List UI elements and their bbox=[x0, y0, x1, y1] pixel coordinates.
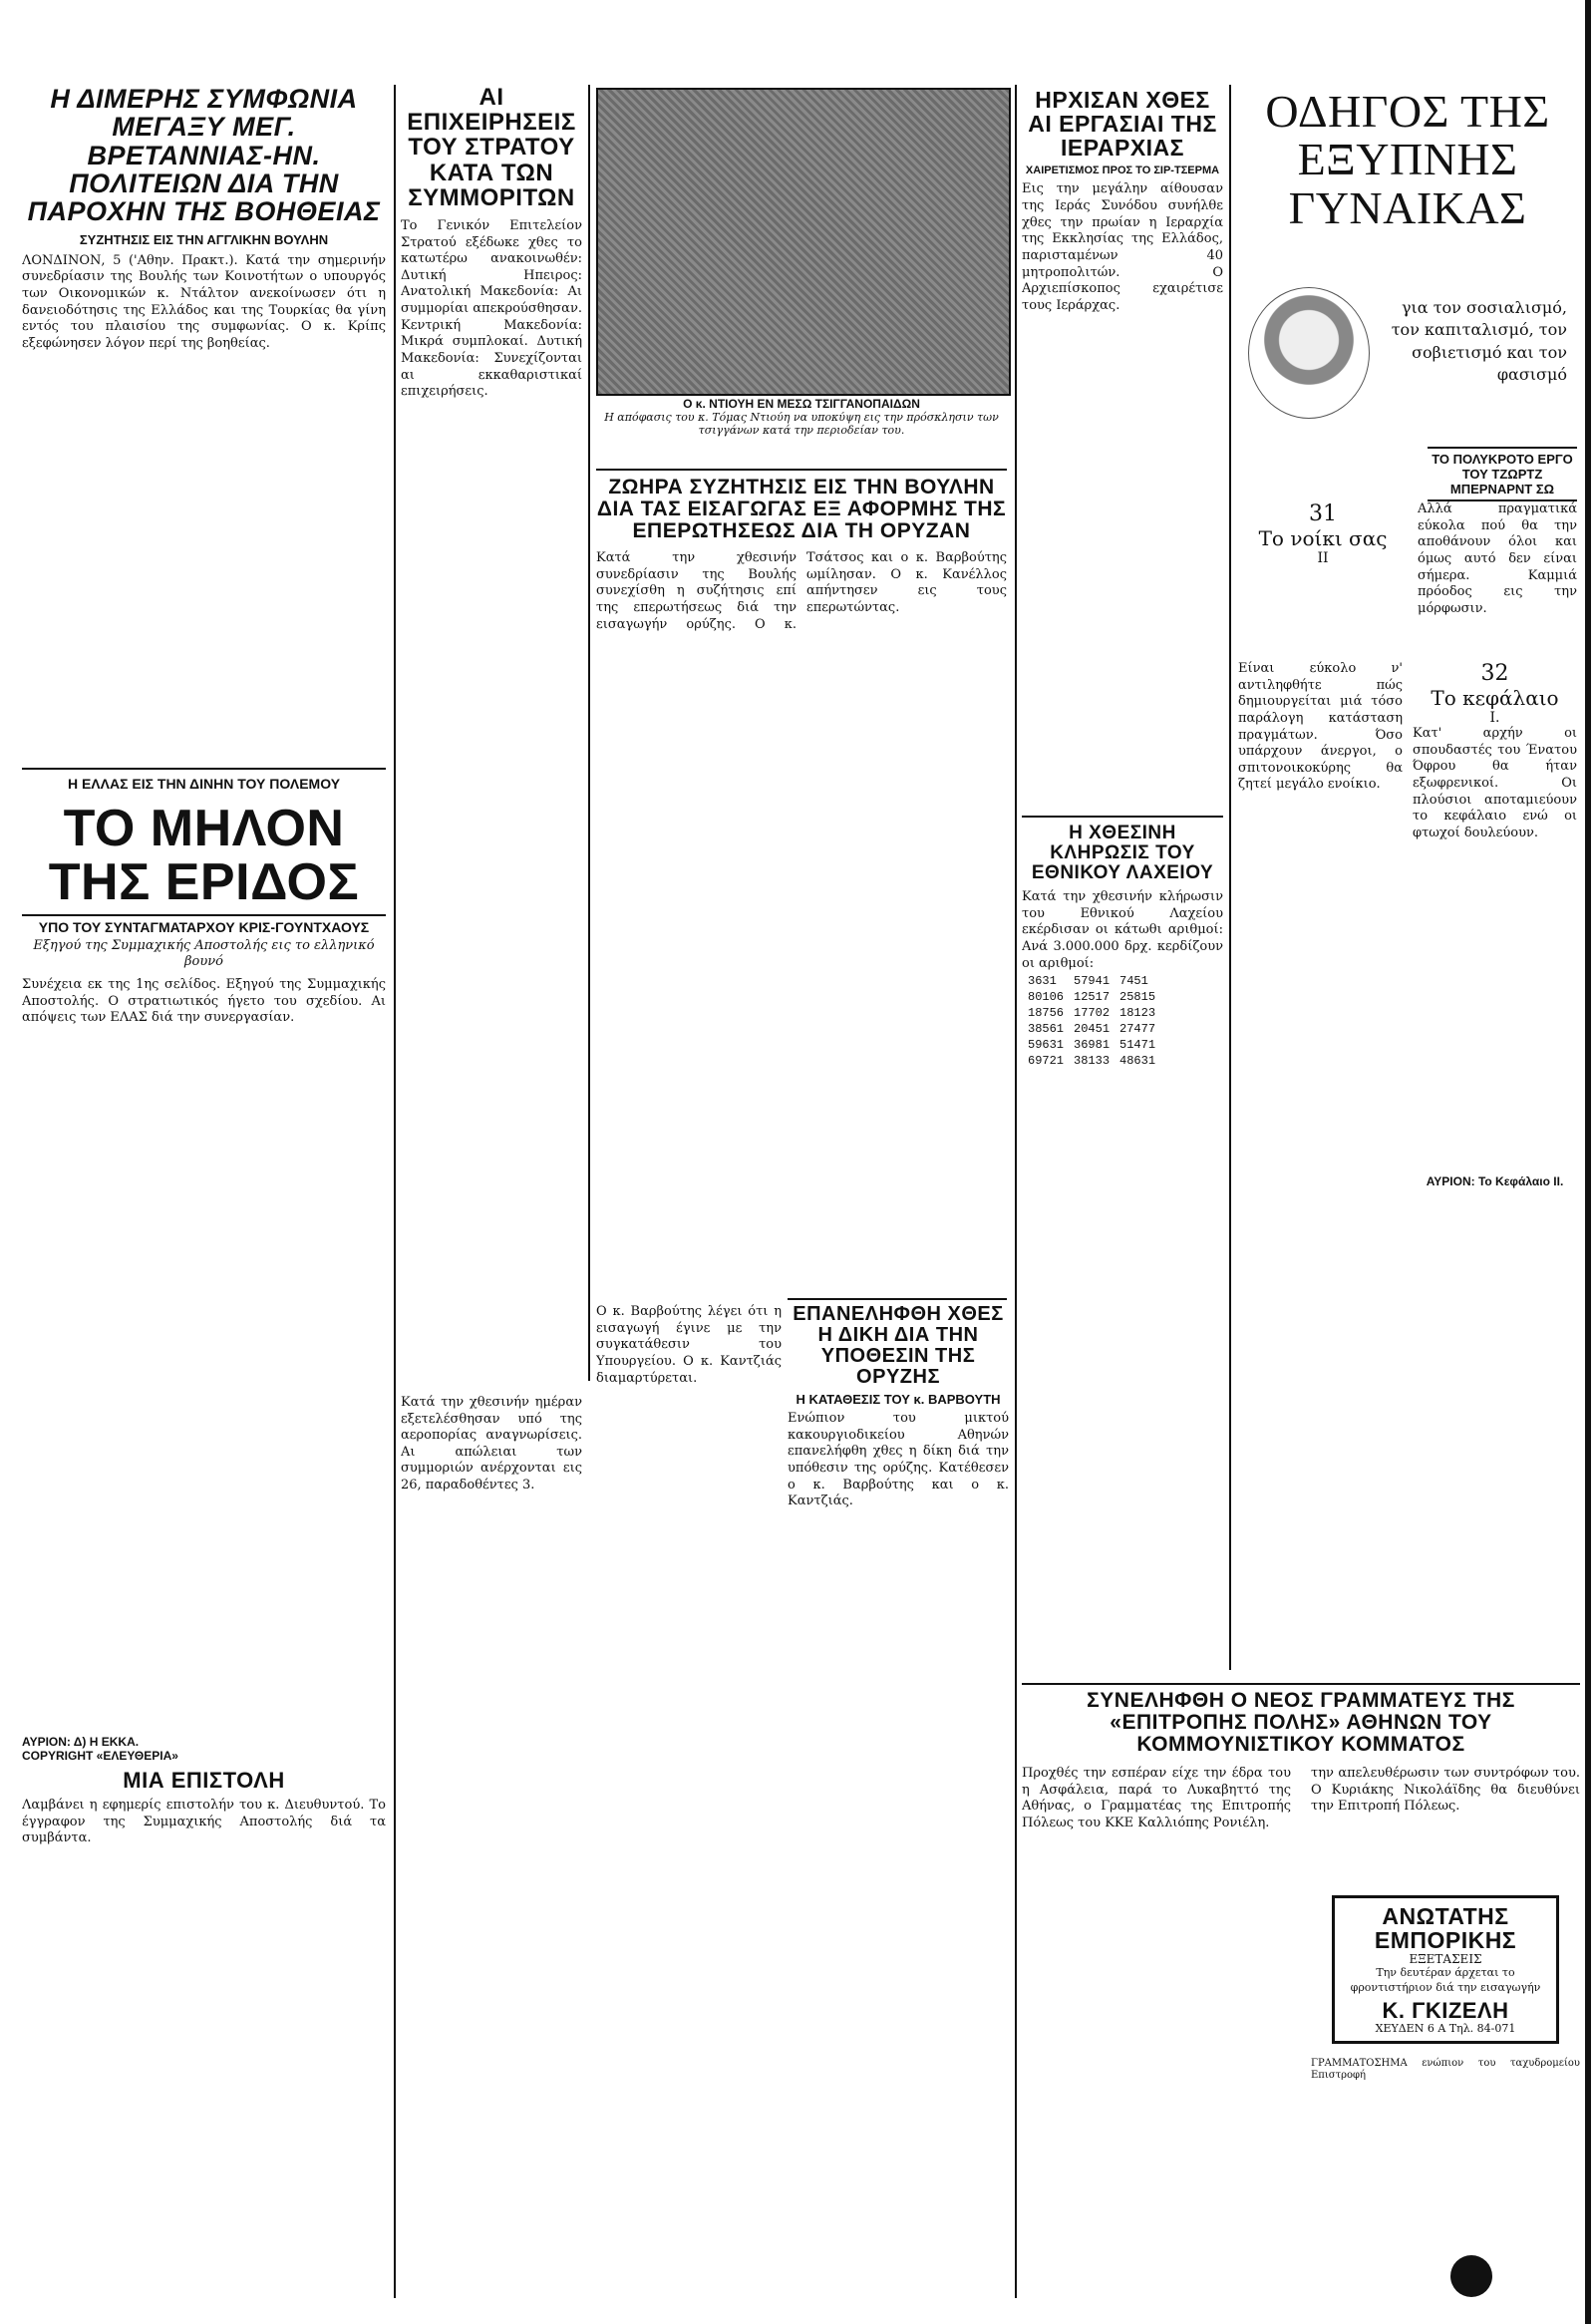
lottery-numbers bbox=[1022, 972, 1161, 1070]
arrest-body: Προχθές την εσπέραν είχε την έδρα του η Ασφάλεια, παρά το Λυκαβηττό της Αθήνας, ο Γραμματέας της Επιτροπής Πόλεως του ΚΚΕ Καλλιόπης Ρονιέλη. bbox=[1022, 1766, 1291, 1831]
chapter-roman: II bbox=[1317, 550, 1329, 566]
chapter-title: Το νοίκι σας bbox=[1258, 526, 1388, 550]
lottery-number: 25815 bbox=[1119, 990, 1156, 1005]
lottery-number: 18123 bbox=[1119, 1006, 1156, 1021]
headline-operations: ΑΙ ΕΠΙΧΕΙΡΗΣΕΙΣ ΤΟΥ ΣΤΡΑΤΟΥ ΚΑΤΑ ΤΩΝ ΣΥΜΜΟΡΙΤΩΝ bbox=[407, 85, 576, 211]
article-column-1 bbox=[22, 85, 386, 2293]
parliament-body: Κατά την χθεσινήν συνεδρίασιν της Βουλής συνεχίσθη η συζήτησις επί της επερωτήσεως διά την εισαγωγήν ορύζης. Ο κ. Τσάτσος και ο κ. Βαρβούτης ωμίλησαν. Ο κ. Κανέλλος απήντησεν εις τους επερωτώντας. bbox=[596, 550, 1007, 632]
arrest-article bbox=[1022, 1690, 1580, 2288]
lottery-number: 20451 bbox=[1074, 1022, 1111, 1037]
subheadline-testimony: Η ΚΑΤΑΘΕΣΙΣ ΤΟΥ κ. ΒΑΡΒΟΥΤΗ bbox=[796, 1392, 1001, 1407]
chapter-body: Είναι εύκολο ν' αντιληφθήτε πώς δημιουργείται μιά τόσο παράλογη κατάσταση πραγμάτων. Όσο υπάρχουν άνεργοι, ο σπιτονοικοκύρης θα ζητεί μεγάλο ενοίκιο. bbox=[1238, 661, 1403, 793]
column-rule bbox=[1229, 85, 1231, 1670]
divider bbox=[1022, 1683, 1580, 1685]
hierarchy-body: Εις την μεγάλην αίθουσαν της Ιεράς Συνόδου συνήλθε χθες την πρωίαν η Ιεραρχία της Εκκλησίας της Ελλάδος, παρισταμένων 40 μητροπολιτών. Ο Αρχιεπίσκοπος εχαιρέτισε τους Ιεράρχας. bbox=[1022, 181, 1223, 313]
divider bbox=[596, 469, 1007, 471]
lottery-row bbox=[1024, 990, 1159, 1004]
copyright: COPYRIGHT «ΕΛΕΥΘΕΡΙΑ» bbox=[22, 1749, 178, 1764]
lottery-body: Κατά την χθεσινήν κλήρωσιν του Εθνικού Λαχείου εκέρδισαν οι κάτωθι αριθμοί: Ανά 3.000.000 δρχ. κερδίζουν οι αριθμοί: bbox=[1022, 889, 1223, 971]
column-rule bbox=[1015, 85, 1017, 2298]
lottery-number: 38133 bbox=[1074, 1054, 1111, 1069]
lottery-number: 17702 bbox=[1074, 1006, 1111, 1021]
parliament-continued bbox=[596, 1304, 782, 2291]
photo-caption-title: Ο κ. ΝΤΙΟΥΗ ΕΝ ΜΕΣΩ ΤΣΙΓΓΑΝΟΠΑΙΔΩΝ bbox=[683, 397, 920, 411]
lottery-number: 38561 bbox=[1028, 1022, 1065, 1037]
lottery-number: 80106 bbox=[1028, 990, 1065, 1005]
ad-title: ΑΝΩΤΑΤΗΣ ΕΜΠΟΡΙΚΗΣ bbox=[1374, 1903, 1517, 1954]
chapter-number: 31 bbox=[1309, 501, 1337, 526]
lottery-row bbox=[1024, 1038, 1159, 1052]
chapter-31 bbox=[1238, 501, 1408, 566]
letter-body: Λαμβάνει η εφημερίς επιστολήν του κ. Διευθυντού. Το έγγραφον της Συμμαχικής Αποστολής διά τα συμβάντα. bbox=[22, 1798, 386, 1846]
photo-caption-block bbox=[596, 397, 1007, 467]
lottery-number: 27477 bbox=[1119, 1022, 1156, 1037]
divider bbox=[788, 1298, 1007, 1300]
headline-apple-of-discord: ΤΟ ΜΗΛΟΝ ΤΗΣ ΕΡΙΔΟΣ bbox=[48, 799, 360, 912]
article-column-2 bbox=[401, 85, 582, 2293]
column-rule bbox=[588, 85, 590, 1381]
banner-war: Η ΕΛΛΑΣ ΕΙΣ ΤΗΝ ΔΙΝΗΝ ΤΟΥ ΠΟΛΕΜΟΥ bbox=[67, 775, 341, 792]
photo-caption: Η απόφασις του κ. Τόμας Ντιούη να υποκύψη εις την πρόσκλησιν των τσιγγάνων κατά την περιοδείαν του. bbox=[604, 411, 999, 438]
parliament-body-2: Ο κ. Βαρβούτης λέγει ότι η εισαγωγή έγινε με την συγκατάθεσιν του Υπουργείου. Ο κ. Καντζιάς διαμαρτύρεται. bbox=[596, 1304, 782, 1386]
column-rule bbox=[394, 85, 396, 2298]
lottery-number: 57941 bbox=[1074, 974, 1111, 989]
ad-subtitle: ΕΞΕΤΑΣΕΙΣ bbox=[1409, 1952, 1482, 1967]
headline-hierarchy: ΗΡΧΙΣΑΝ ΧΘΕΣ ΑΙ ΕΡΓΑΣΙΑΙ ΤΗΣ ΙΕΡΑΡΧΙΑΣ bbox=[1028, 88, 1217, 162]
parliament-article bbox=[596, 477, 1007, 1294]
lottery-row bbox=[1024, 974, 1159, 988]
trial-body: Ενώπιον του μικτού κακουργιοδικείου Αθηνών επανελήφθη χθες η δίκη διά την υπόθεσιν της ορύζης. Κατέθεσεν ο κ. Βαρβούτης και ο κ. Καντζιάς. bbox=[788, 1411, 1009, 1509]
subheadline-debate: ΣΥΖΗΤΗΣΙΣ ΕΙΣ ΤΗΝ ΑΓΓΛΙΚΗΝ ΒΟΥΛΗΝ bbox=[79, 231, 329, 247]
news-photo bbox=[596, 88, 1011, 396]
chapter-body-2: Κατ' αρχήν οι σπουδαστές του Ένατου Όφρου θα ήταν εξωφρενικοί. Οι πλούσιοι αποταμιεύουν το κεφάλαιο ενώ οι φτωχοί δουλεύουν. bbox=[1413, 726, 1577, 840]
article-body: ΛΟΝΔΙΝΟΝ, 5 ('Αθην. Πρακτ.). Κατά την σημερινήν συνεδρίασιν της Βουλής των Κοινοτήτων ο υπουργός των Οικονομικών κ. Ντάλτον ανεκοίνωσεν ότι η δανειοδότησις της Ελλάδος και της Τουρκίας θα γίνη εντός του πλαισίου της συμφωνίας. Ο κ. Κρίπς εξεφώνησεν λόγον περί της βοηθείας. bbox=[22, 252, 386, 351]
ad-name: Κ. ΓΚΙΖΕΛΗ bbox=[1382, 1997, 1509, 2023]
ad-body: Την δευτέραν άρχεται το φροντιστήριον διά την εισαγωγήν bbox=[1350, 1966, 1541, 1994]
headline-parliament: ΖΩΗΡΑ ΣΥΖΗΤΗΣΙΣ ΕΙΣ ΤΗΝ ΒΟΥΛΗΝ ΔΙΑ ΤΑΣ ΕΙΣΑΓΩΓΑΣ ΕΞ ΑΦΟΡΜΗΣ ΤΗΣ ΕΠΕΡΩΤΗΣΕΩΣ ΔΙΑ ΤΗ ΟΡΥΖΑΝ bbox=[596, 477, 1007, 543]
serial-intro: Αλλά πραγματικά εύκολα πού θα την αποθάνουν όλοι και όμως αυτό δεν είναι σήμερα. Καμμιά πρόοδος εις την μόρφωσιν. bbox=[1418, 501, 1577, 616]
lottery-number: 3631 bbox=[1028, 974, 1057, 989]
chapter-title-2: Το κεφάλαιο bbox=[1431, 686, 1559, 710]
headline-arrest: ΣΥΝΕΛΗΦΘΗ Ο ΝΕΟΣ ΓΡΑΜΜΑΤΕΥΣ ΤΗΣ «ΕΠΙΤΡΟΠΗΣ ΠΟΛΗΣ» ΑΘΗΝΩΝ ΤΟΥ ΚΟΜΜΟΥΝΙΣΤΙΚΟΥ ΚΟΜΜΑΤΟΣ bbox=[1087, 1690, 1515, 1757]
ad-address: ΧΕΥΔΕΝ 6 Α Τηλ. 84-071 bbox=[1375, 2021, 1516, 2035]
lottery-number: 36981 bbox=[1074, 1038, 1111, 1053]
lottery-row bbox=[1024, 1006, 1159, 1020]
article-column-4 bbox=[1022, 88, 1223, 1244]
lottery-number: 51471 bbox=[1119, 1038, 1156, 1053]
chapter-32 bbox=[1413, 661, 1577, 1188]
lottery-number: 59631 bbox=[1028, 1038, 1065, 1053]
article-body: Συνέχεια εκ της 1ης σελίδος. Εξηγού της Συμμαχικής Αποστολής. Ο στρατιωτικός ήγετο του σχεδίου. Αι απόψεις των ΕΛΑΣ διά την συνεργασίαν. bbox=[22, 977, 386, 1026]
arrest-right-column bbox=[1311, 1766, 1580, 2083]
arrest-body-2: την απελευθέρωσιν των συντρόφων του. Ο Κυριάκης Νικολάϊδης θα διευθύνει την Επιτροπή Πόλεως. bbox=[1311, 1766, 1580, 1815]
author-portrait bbox=[1248, 287, 1370, 419]
lottery-row bbox=[1024, 1022, 1159, 1036]
chapter-number-2: 32 bbox=[1480, 661, 1509, 686]
hole-punch bbox=[1450, 2255, 1492, 2297]
serial-tagline: για τον σοσιαλισμό, τον καπιταλισμό, τον σοβιετισμό και τον φασισμό bbox=[1391, 298, 1567, 385]
divider bbox=[22, 768, 386, 770]
serial-masthead bbox=[1238, 88, 1577, 447]
operations-body: Το Γενικόν Επιτελείον Στρατού εξέδωκε χθες το κατωτέρω ανακοινωθέν: Δυτική Ηπειρος: Ανατολική Μακεδονία: Αι συμμορίαι απεκρούσθησαν. Κεντρική Μακεδονία: Μικρά συμπλοκαί. Δυτική Μακεδονία: Συνεχίζονται αι εκκαθαριστικαί επιχειρήσεις. bbox=[401, 217, 582, 400]
lottery-number: 69721 bbox=[1028, 1054, 1065, 1069]
stamp-notice: ΓΡΑΜΜΑΤΟΣΗΜΑ ενώπιον του ταχυδρομείου Επιστροφή bbox=[1311, 2057, 1580, 2082]
subheadline-greeting: ΧΑΙΡΕΤΙΣΜΟΣ ΠΡΟΣ ΤΟ ΣΙΡ-ΤΣΕΡΜΑ bbox=[1025, 165, 1220, 177]
headline-trial: ΕΠΑΝΕΛΗΦΘΗ ΧΘΕΣ Η ΔΙΚΗ ΔΙΑ ΤΗΝ ΥΠΟΘΕΣΙΝ ΤΗΣ ΟΡΥΖΗΣ bbox=[793, 1304, 1004, 1388]
lottery-number: 7451 bbox=[1119, 974, 1148, 989]
deck: Εξηγού της Συμμαχικής Αποστολής εις το ελληνικό βουνό bbox=[33, 937, 375, 969]
operations-body-2: Κατά την χθεσινήν ημέραν εξετελέσθησαν υπό της αεροπορίας αναγνωρίσεις. Αι απώλειαι των συμμοριών ανέρχονται εις 26, παραδοθέντες 3. bbox=[401, 1394, 582, 1494]
column-rule bbox=[1585, 0, 1591, 2324]
headline-agreement: Η ΔΙΜΕΡΗΣ ΣΥΜΦΩΝΙΑ ΜΕΓΑΞΥ ΜΕΓ. ΒΡΕΤΑΝΝΙΑΣ-ΗΝ. ΠΟΛΙΤΕΙΩΝ ΔΙΑ ΤΗΝ ΠΑΡΟΧΗΝ ΤΗΣ ΒΟΗΘΕΙΑΣ bbox=[27, 85, 381, 227]
headline-letter: ΜΙΑ ΕΠΙΣΤΟΛΗ bbox=[123, 1768, 285, 1794]
headline-lottery: Η ΧΘΕΣΙΝΗ ΚΛΗΡΩΣΙΣ ΤΟΥ ΕΘΝΙΚΟΥ ΛΑΧΕΙΟΥ bbox=[1031, 823, 1214, 884]
byline: ΥΠΟ ΤΟΥ ΣΥΝΤΑΓΜΑΤΑΡΧΟΥ ΚΡΙΣ-ΓΟΥΝΤΧΑΟΥΣ bbox=[22, 914, 386, 935]
lottery-number: 48631 bbox=[1119, 1054, 1156, 1069]
serial-tomorrow: ΑΥΡΙΟΝ: Το Κεφάλαιο II. bbox=[1426, 1174, 1564, 1188]
serial-author: ΤΟ ΠΟΛΥΚΡΟΤΟ ΕΡΓΟ ΤΟΥ ΤΖΩΡΤΖ ΜΠΕΡΝΑΡΝΤ ΣΩ bbox=[1428, 447, 1577, 501]
lottery-row bbox=[1024, 1054, 1159, 1068]
advertisement-commerce bbox=[1332, 1895, 1559, 2044]
serial-column bbox=[1238, 88, 1577, 1678]
divider bbox=[1022, 816, 1223, 818]
lottery-number: 12517 bbox=[1074, 990, 1111, 1005]
tomorrow-note: ΑΥΡΙΟΝ: Δ) Η ΕΚΚΑ. bbox=[22, 1735, 140, 1750]
serial-title: ΟΔΗΓΟΣ ΤΗΣ ΕΞΥΠΝΗΣ ΓΥΝΑΙΚΑΣ bbox=[1265, 88, 1550, 233]
lottery-number: 18756 bbox=[1028, 1006, 1065, 1021]
chapter-roman-2: Ι. bbox=[1489, 710, 1500, 726]
trial-article bbox=[788, 1304, 1009, 2291]
